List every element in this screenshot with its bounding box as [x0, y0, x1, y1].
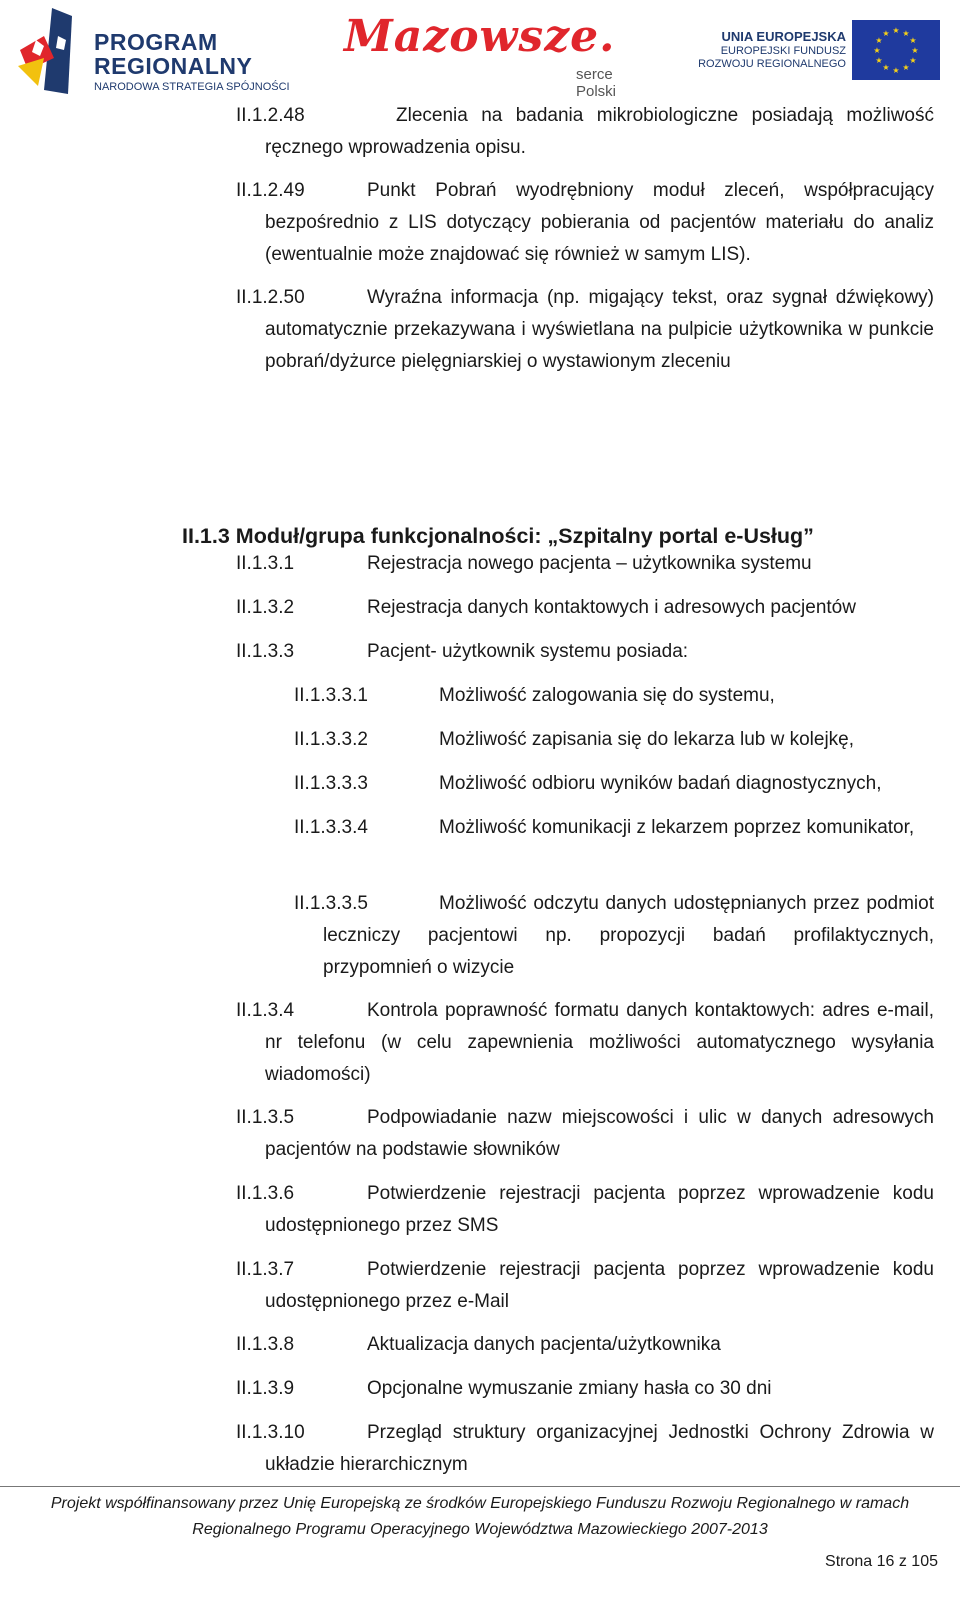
list-item	[236, 1417, 934, 1481]
mazowsze-tagline: serce Polski	[576, 66, 617, 100]
item-text: Pacjent- użytkownik systemu posiada:	[367, 641, 689, 662]
svg-text:★: ★	[892, 66, 900, 75]
item-number: II.1.2.50	[236, 287, 305, 308]
svg-text:★: ★	[875, 56, 883, 65]
sub-list-item	[294, 812, 934, 844]
item-number: II.1.3.1	[236, 553, 295, 574]
list-item	[236, 548, 934, 580]
program-line2: REGIONALNY	[94, 53, 253, 79]
page-header	[0, 0, 960, 104]
item-number: II.1.3.3.3	[294, 773, 368, 794]
item-text: Możliwość odczytu danych udostępnianych przez podmiot leczniczy pacjentowi np. propozycji badań profilaktycznych, przypomnień o wizycie	[323, 893, 934, 978]
footer-line1: Projekt współfinansowany przez Unię Europejską ze środków Europejskiego Funduszu Rozwoju Regionalnego w ramach	[50, 1495, 910, 1512]
item-text: Możliwość komunikacji z lekarzem poprzez komunikator,	[439, 817, 915, 838]
sub-list-item	[294, 888, 934, 984]
svg-text:★: ★	[882, 63, 890, 72]
item-number: II.1.3.10	[236, 1422, 305, 1443]
list-item	[236, 1254, 934, 1318]
svg-text:★: ★	[909, 36, 917, 45]
mazowsze-logo	[340, 11, 640, 100]
item-text: Możliwość zapisania się do lekarza lub w kolejkę,	[439, 729, 855, 750]
item-text: Punkt Pobrań wyodrębniony moduł zleceń, współpracujący bezpośrednio z LIS dotyczący pobierania od pacjentów materiału do analiz (ewentualnie może znajdować się również w samym LIS).	[265, 180, 934, 265]
item-text: Możliwość odbioru wyników badań diagnostycznych,	[439, 773, 882, 794]
list-item	[236, 592, 934, 624]
eu-line2: EUROPEJSKI FUNDUSZ	[720, 45, 846, 57]
item-number: II.1.3.6	[236, 1183, 295, 1204]
list-item	[236, 100, 934, 164]
item-number: II.1.3.4	[236, 1000, 295, 1021]
item-number: II.1.3.3.5	[294, 893, 368, 914]
list-item	[236, 175, 934, 271]
program-line3: NARODOWA STRATEGIA SPÓJNOŚCI	[94, 81, 290, 93]
svg-text:★: ★	[873, 46, 881, 55]
item-text: Opcjonalne wymuszanie zmiany hasła co 30 dni	[367, 1378, 772, 1399]
list-item	[236, 1329, 934, 1361]
svg-text:★: ★	[902, 29, 910, 38]
item-number: II.1.2.48	[236, 105, 305, 126]
program-regionalny-mark-icon	[14, 6, 86, 98]
item-number: II.1.3.3	[236, 641, 295, 662]
footer-line2: Regionalnego Programu Operacyjnego Województwa Mazowieckiego 2007-2013	[192, 1521, 768, 1538]
item-number: II.1.3.5	[236, 1107, 295, 1128]
item-number: II.1.2.49	[236, 180, 305, 201]
mazowsze-wordmark: Mazowsze.	[344, 11, 616, 62]
item-number: II.1.3.3.2	[294, 729, 368, 750]
sub-list-item	[294, 680, 934, 712]
item-text: Możliwość zalogowania się do systemu,	[439, 685, 775, 706]
list-item	[236, 282, 934, 378]
item-text: Przegląd struktury organizacyjnej Jednostki Ochrony Zdrowia w układzie hierarchicznym	[265, 1422, 934, 1475]
item-text: Rejestracja danych kontaktowych i adresowych pacjentów	[367, 597, 856, 618]
footer-divider	[0, 1486, 960, 1487]
svg-text:★: ★	[892, 26, 900, 35]
list-item	[236, 995, 934, 1091]
item-text: Wyraźna informacja (np. migający tekst, oraz sygnał dźwiękowy) automatycznie przekazywana i wyświetlana na pulpicie użytkownika w punkcie pobrań/dyżurce pielęgniarskiej o wystawionym zleceniu	[265, 287, 934, 372]
page-number: Strona 16 z 105	[825, 1553, 938, 1570]
eu-flag-icon	[852, 20, 940, 80]
list-item	[236, 1373, 934, 1405]
list-item	[236, 1178, 934, 1242]
item-text: Zlecenia na badania mikrobiologiczne posiadają możliwość ręcznego wprowadzenia opisu.	[265, 105, 934, 158]
eu-line3: ROZWOJU REGIONALNEGO	[698, 58, 846, 70]
item-number: II.1.3.2	[236, 597, 295, 618]
item-text: Podpowiadanie nazw miejscowości i ulic w danych adresowych pacjentów na podstawie słowników	[265, 1107, 934, 1160]
list-item	[236, 636, 934, 668]
svg-text:★: ★	[875, 36, 883, 45]
item-number: II.1.3.7	[236, 1259, 295, 1280]
item-text: Potwierdzenie rejestracji pacjenta poprzez wprowadzenie kodu udostępnionego przez e-Mail	[265, 1259, 934, 1312]
svg-text:★: ★	[882, 29, 890, 38]
item-text: Kontrola poprawność formatu danych kontaktowych: adres e-mail, nr telefonu (w celu zapewnienia możliwości automatycznego wysyłania wiadomości)	[265, 1000, 934, 1085]
svg-text:★: ★	[911, 46, 919, 55]
item-number: II.1.3.8	[236, 1334, 295, 1355]
item-text: Rejestracja nowego pacjenta – użytkownika systemu	[367, 553, 812, 574]
program-line1: PROGRAM	[94, 29, 218, 55]
sub-list-item	[294, 768, 934, 800]
item-number: II.1.3.3.1	[294, 685, 368, 706]
item-text: Aktualizacja danych pacjenta/użytkownika	[367, 1334, 721, 1355]
item-number: II.1.3.3.4	[294, 817, 368, 838]
sub-list-item	[294, 724, 934, 756]
eu-line1: UNIA EUROPEJSKA	[721, 29, 846, 44]
section-heading: II.1.3 Moduł/grupa funkcjonalności: „Szpitalny portal e-Usług”	[182, 524, 814, 548]
svg-text:★: ★	[909, 56, 917, 65]
program-regionalny-logo	[14, 6, 304, 98]
eu-logo	[686, 20, 941, 86]
item-text: Potwierdzenie rejestracji pacjenta poprzez wprowadzenie kodu udostępnionego przez SMS	[265, 1183, 934, 1236]
list-item	[236, 1102, 934, 1166]
svg-text:★: ★	[902, 63, 910, 72]
item-number: II.1.3.9	[236, 1378, 295, 1399]
